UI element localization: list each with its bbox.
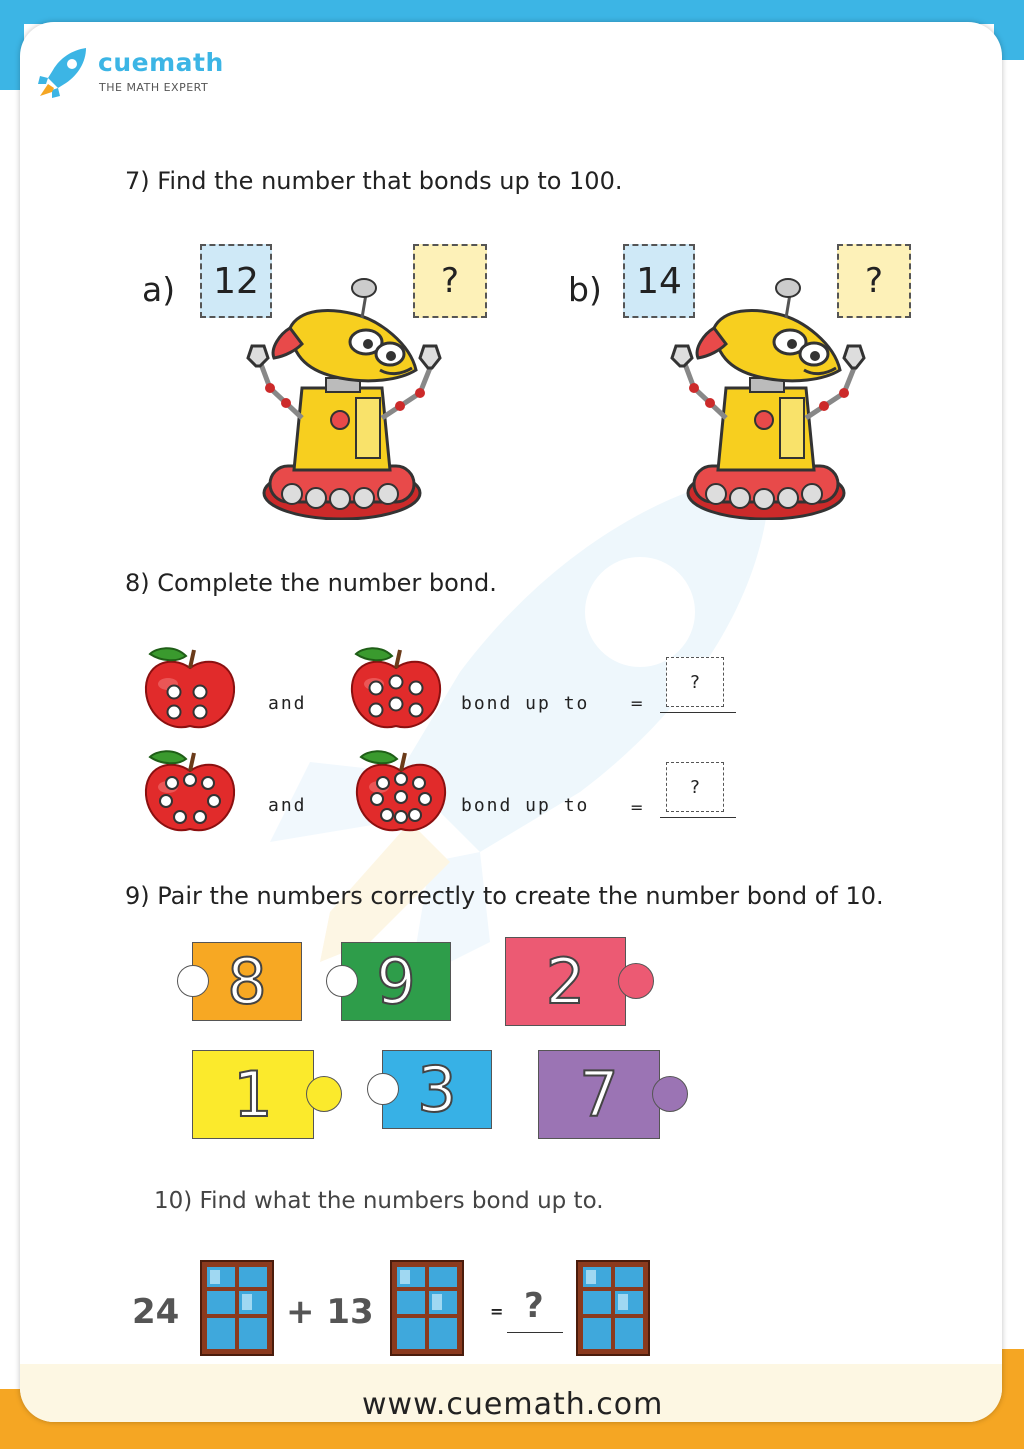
apple-dot	[174, 811, 186, 823]
puzzle-piece-1[interactable]: 1	[192, 1050, 314, 1139]
apple-dot	[413, 777, 425, 789]
and-label-row-1: and	[268, 693, 307, 714]
apple-dot	[390, 676, 403, 689]
apple-dot	[381, 809, 393, 821]
first-addend: 24	[132, 1292, 180, 1332]
answer-box-row-1[interactable]: ?	[666, 657, 724, 707]
apple-dot	[370, 682, 383, 695]
top-accent-band	[0, 0, 1024, 24]
apple-dot	[184, 774, 196, 786]
apple-body	[352, 662, 440, 728]
puzzle-tab-1	[306, 1076, 342, 1112]
answer-box-row-2[interactable]: ?	[666, 762, 724, 812]
apple-body	[146, 662, 234, 728]
apple-dot	[160, 795, 172, 807]
apple-dot	[395, 791, 407, 803]
puzzle-notch-3	[367, 1073, 399, 1105]
brand-name: cuemath	[98, 48, 224, 77]
puzzle-notch-8	[177, 965, 209, 997]
puzzle-piece-8[interactable]: 8	[192, 942, 302, 1021]
answer-box-a[interactable]: ?	[413, 244, 487, 318]
part-b-label: b)	[568, 270, 602, 309]
answer-underline-row-2	[660, 817, 736, 818]
window-box-2	[390, 1260, 464, 1360]
puzzle-piece-7[interactable]: 7	[538, 1050, 660, 1139]
bond-up-to-label-row-1: bond up to	[461, 693, 590, 714]
apple-dot	[168, 686, 181, 699]
apple-dot	[410, 704, 423, 717]
window-icon	[390, 1260, 464, 1356]
apple-icon	[346, 644, 446, 736]
apple-leaf	[150, 648, 186, 660]
apple-leaf	[150, 751, 186, 763]
window-box-3	[576, 1260, 650, 1360]
equals-sign-row-2: =	[630, 798, 644, 817]
window-icon	[200, 1260, 274, 1356]
apple-icon	[140, 644, 240, 736]
robot-illustration-b	[654, 258, 874, 520]
apple-icon	[140, 747, 240, 839]
apple-right-row-1	[346, 644, 446, 740]
apple-right-row-2	[351, 747, 451, 843]
apple-dot	[194, 811, 206, 823]
window-icon	[576, 1260, 650, 1356]
apple-dot	[166, 777, 178, 789]
apple-dot	[395, 773, 407, 785]
apple-dot	[409, 809, 421, 821]
apple-dot	[377, 777, 389, 789]
part-a-label: a)	[142, 270, 176, 309]
answer-q10[interactable]: ?	[524, 1286, 544, 1326]
apple-icon	[351, 747, 451, 839]
question-9-title: 9) Pair the numbers correctly to create the number bond of 10.	[125, 882, 884, 910]
apple-leaf	[361, 751, 397, 763]
puzzle-piece-2[interactable]: 2	[505, 937, 626, 1026]
equals-sign-row-1: =	[630, 694, 644, 713]
question-10-title: 10) Find what the numbers bond up to.	[154, 1188, 604, 1214]
apple-dot	[168, 706, 181, 719]
window-box-1	[200, 1260, 274, 1360]
puzzle-notch-9	[326, 965, 358, 997]
apple-left-row-2	[140, 747, 240, 843]
footer-url[interactable]: www.cuemath.com	[362, 1387, 664, 1422]
and-label-row-2: and	[268, 795, 307, 816]
apple-dot	[208, 795, 220, 807]
worksheet-page	[20, 22, 1002, 1422]
apple-left-row-1	[140, 644, 240, 740]
answer-underline-q10	[507, 1332, 563, 1333]
equals-sign-q10: =	[490, 1302, 504, 1321]
puzzle-piece-3[interactable]: 3	[382, 1050, 492, 1129]
apple-leaf	[356, 648, 392, 660]
puzzle-tab-7	[652, 1076, 688, 1112]
robot-illustration-a	[230, 258, 450, 520]
bond-up-to-label-row-2: bond up to	[461, 795, 590, 816]
apple-dot	[410, 682, 423, 695]
apple-dot	[371, 793, 383, 805]
answer-box-b[interactable]: ?	[837, 244, 911, 318]
apple-dot	[202, 777, 214, 789]
apple-dot	[395, 811, 407, 823]
apple-dot	[194, 706, 207, 719]
question-7-title: 7) Find the number that bonds up to 100.	[125, 167, 623, 195]
rocket-watermark-icon	[250, 442, 810, 1002]
puzzle-piece-9[interactable]: 9	[341, 942, 451, 1021]
apple-dot	[194, 686, 207, 699]
apple-dot	[370, 704, 383, 717]
question-8-title: 8) Complete the number bond.	[125, 569, 497, 597]
apple-dot	[419, 793, 431, 805]
given-number-box-a: 12	[200, 244, 272, 318]
puzzle-tab-2	[618, 963, 654, 999]
given-number-box-b: 14	[623, 244, 695, 318]
brand-tagline: THE MATH EXPERT	[99, 81, 209, 94]
rocket-logo-icon	[36, 44, 94, 102]
apple-dot	[390, 698, 403, 711]
second-addend: + 13	[286, 1292, 374, 1332]
answer-underline-row-1	[660, 712, 736, 713]
